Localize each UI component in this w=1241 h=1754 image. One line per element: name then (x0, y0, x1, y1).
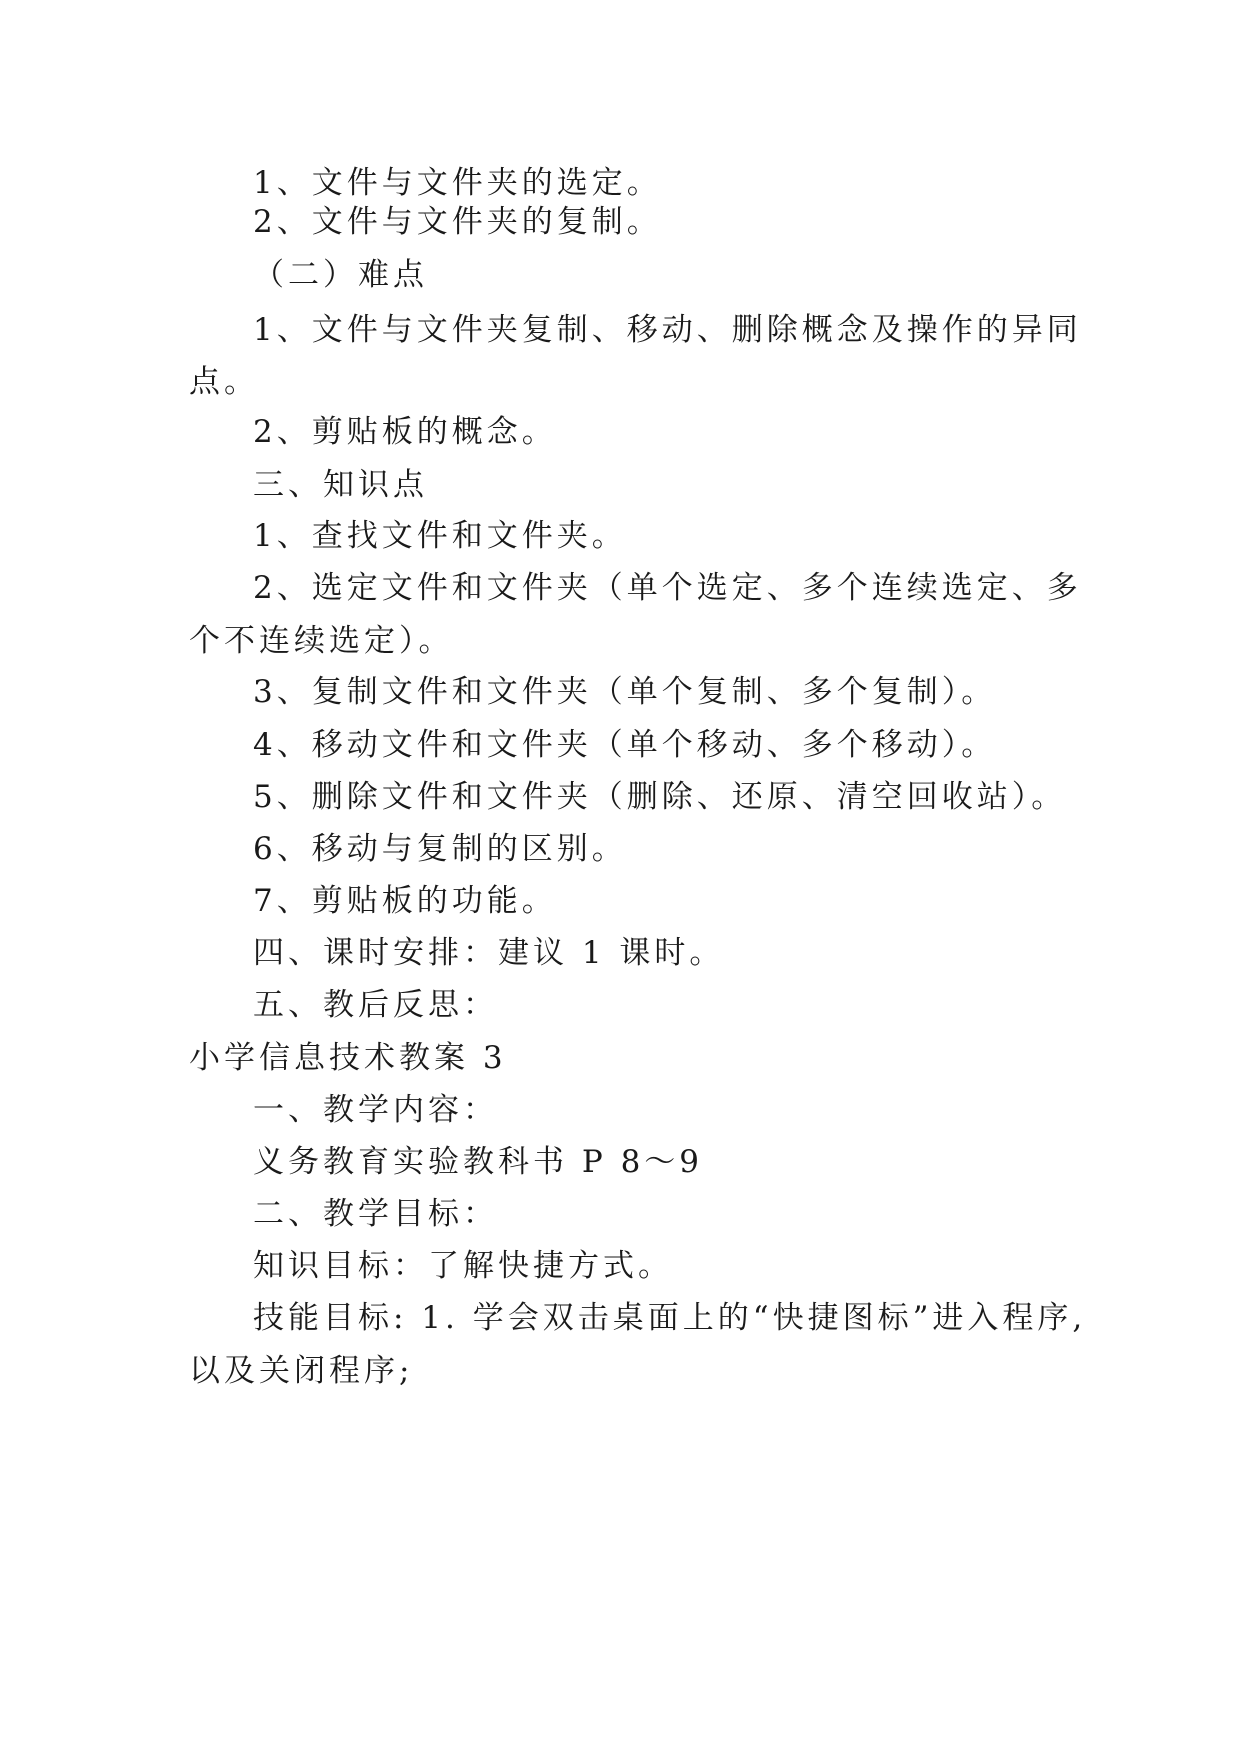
text-line: 7、剪贴板的功能。 (253, 883, 557, 919)
document-title: 小学信息技术教案 3 (189, 1040, 507, 1076)
section-heading: 二、教学目标： (253, 1196, 498, 1232)
text-line: 义务教育实验教科书 P 8～9 (253, 1144, 704, 1180)
text-line: 以及关闭程序; (189, 1353, 414, 1389)
text-line: 6、移动与复制的区别。 (253, 831, 627, 867)
section-heading: 一、教学内容： (253, 1092, 498, 1128)
text-line: 1、查找文件和文件夹。 (253, 518, 627, 554)
section-heading: （二）难点 (253, 257, 428, 293)
text-line: 1、文件与文件夹的选定。 (253, 165, 662, 201)
section-heading: 四、课时安排：建议 1 课时。 (253, 935, 725, 971)
section-heading: 五、教后反思： (253, 987, 498, 1023)
section-heading: 三、知识点 (253, 467, 428, 503)
text-line: 知识目标：了解快捷方式。 (253, 1248, 673, 1284)
text-line: 3、复制文件和文件夹（单个复制、多个复制）。 (253, 674, 997, 710)
text-line: 点。 (189, 364, 259, 400)
text-line: 2、选定文件和文件夹（单个选定、多个连续选定、多 (253, 570, 1082, 606)
text-line: 技能目标: 1. 学会双击桌面上的“快捷图标”进入程序, (253, 1300, 1087, 1336)
text-line: 5、删除文件和文件夹（删除、还原、清空回收站）。 (253, 779, 1067, 815)
text-line: 2、剪贴板的概念。 (253, 414, 557, 450)
text-line: 个不连续选定）。 (189, 623, 454, 659)
text-line: 2、文件与文件夹的复制。 (253, 204, 662, 240)
text-line: 1、文件与文件夹复制、移动、删除概念及操作的异同 (253, 312, 1082, 348)
text-line: 4、移动文件和文件夹（单个移动、多个移动）。 (253, 727, 997, 763)
